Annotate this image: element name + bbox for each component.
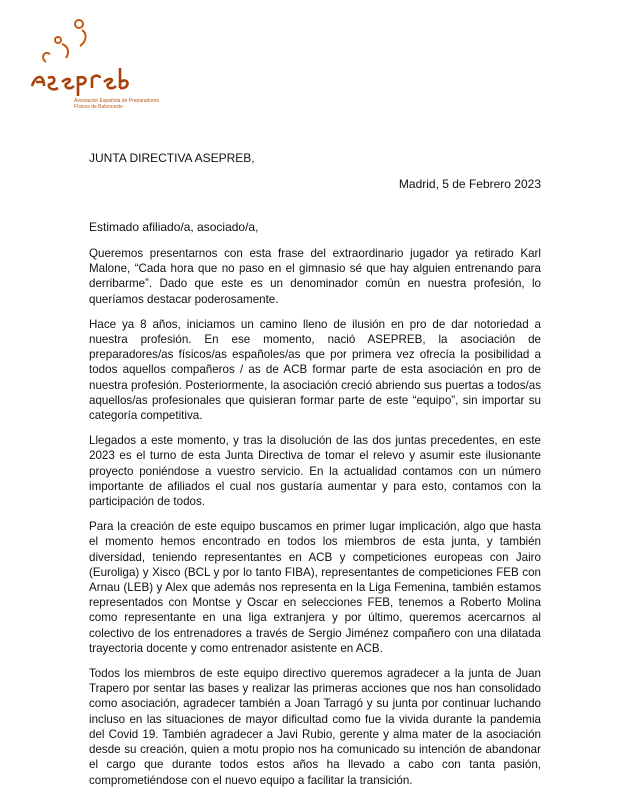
letter-salutation: Estimado afiliado/a, asociado/a, <box>89 220 259 234</box>
letter-body <box>89 246 541 798</box>
paragraph-history: Hace ya 8 años, iniciamos un camino lleno de ilusión en pro de dar notoriedad a nuestra profesión. En ese momento, nació ASEPREB, la asociación de preparadores/as físicos/as españoles/as que por primera vez ofrecía la posibilidad a todos aquellos compañeros / as de ACB formar parte de esta asociación en pro de nuestra profesión. Posteriormente, la asociación creció abriendo sus puertas a todos/as aquellos/as profesionales que quisieran formar parte de este “equipo”, sin importar su categoría competitiva. <box>89 317 541 423</box>
asepreb-logo <box>22 14 162 114</box>
letter-heading: JUNTA DIRECTIVA ASEPREB, <box>89 151 255 165</box>
paragraph-thanks: Todos los miembros de este equipo directivo queremos agradecer a la junta de Juan Trapero por sentar las bases y realizar las primeras acciones que nos han consolidado como asociación, agradecer también a Joan Tarragó y su junta por continuar luchando incluso en las situaciones de mayor dificultad como fue la vivida durante la pandemia del Covid 19. También agradecer a Javi Rubio, gerente y alma mater de la asociación desde su creación, quien a motu propio nos ha comunicado su intención de abandonar el cargo que durante todos estos años ha llevado a cabo con tanta pasión, comprometiéndose con el nuevo equipo a facilitar la transición. <box>89 667 541 787</box>
paragraph-team: Para la creación de este equipo buscamos en primer lugar implicación, algo que hasta el momento hemos encontrado en todos los miembros de esta junta, y también diversidad, teniendo representantes en ACB y competiciones europeas con Jairo (Euroliga) y Xisco (BCL y por lo tanto FIBA), representantes de competiciones FEB con Arnau (LEB) y Alex que además nos representa en la Liga Femenina, también estamos representados con Montse y Oscar en selecciones FEB, tenemos a Roberto Molina como representante en una liga extranjera y por último, queremos acercarnos al colectivo de los entrenadores a través de Sergio Jiménez compañero con una dilatada trayectoria docente y como entrenador asistente en ACB. <box>89 520 541 655</box>
paragraph-intro: Queremos presentarnos con esta frase del extraordinario jugador ya retirado Karl Malone, “Cada hora que no paso en el gimnasio sé que hay alguien entrenando para derribarme”. Dado que este es un denominador común en nuestra profesión, lo queríamos destacar poderosamente. <box>89 247 541 306</box>
logo-subtitle: Asociación Española de Preparadores Físicos de Baloncesto <box>74 98 160 110</box>
paragraph-new-board: Llegados a este momento, y tras la disolución de las dos juntas precedentes, en este 2023 es el turno de esta Junta Directiva de tomar el relevo y asumir este ilusionante proyecto poniéndose a vuestro servicio. En la actualidad contamos con un número importante de afiliados el cual nos gustaría aumentar y para esto, contamos con la participación de todos. <box>89 434 541 509</box>
asepreb-logo-graphic <box>22 14 162 104</box>
letter-date: Madrid, 5 de Febrero 2023 <box>398 177 541 191</box>
